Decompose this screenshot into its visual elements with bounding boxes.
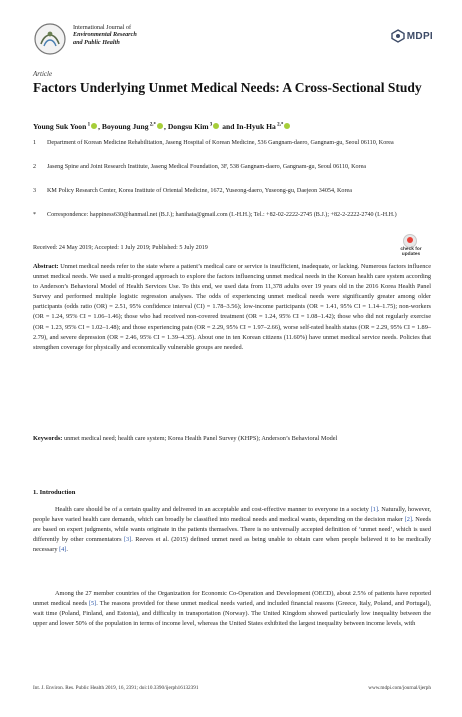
article-title: Factors Underlying Unmet Medical Needs: A Cross-Sectional Study: [33, 80, 422, 95]
author-affiliation-marker: 2,*: [275, 122, 284, 128]
author-name: Young Suk Yoon: [33, 122, 87, 131]
publication-dates: Received: 24 May 2019; Accepted: 1 July 2019; Published: 5 July 2019: [33, 245, 208, 251]
check-for-updates-badge[interactable]: [392, 234, 430, 256]
affiliation-number: 2: [33, 164, 37, 170]
affiliation-number: 1: [33, 140, 37, 146]
keywords-label: Keywords:: [33, 435, 63, 442]
author-list: Young Suk Yoon $^1$ , Boyoung Jung $^{2,*}$ , Dongsu Kim $^3$ and In-Hyuk Ha $^{2,*}$: [33, 122, 291, 131]
author-name: Dongsu Kim: [167, 122, 209, 131]
journal-logo: [33, 22, 67, 56]
journal-title: [73, 24, 137, 46]
introduction-paragraph-1: Health care should be of a certain quality and delivered in an acceptable and cost-effective manner to everyone in a society [1]. Naturally, however, people have varied health care demands, which can broadly be classified into medical needs and medical wants, depending on the decision maker [2]. Needs are based on expert judgments, while wants originate in the patients themselves. There is no universally accepted definition of ‘unmet need’, which is used differently by other commentators [3]. Reeves et al. (2015) defined unmet need as being unable to obtain care when people believed it to be medically necessary [4].: [33, 506, 432, 554]
orcid-icon[interactable]: [284, 123, 290, 129]
citation-link[interactable]: [5]: [88, 600, 97, 608]
author-affiliation-marker: 3: [208, 122, 213, 128]
affiliation-text: Jaseng Spine and Joint Research Institute, Jaseng Medical Foundation, 3F, 538 Gangnam-daero, Gangnam-gu, Seoul 06110, Korea: [47, 164, 366, 170]
journal-title-line3: and Public Health: [73, 38, 120, 46]
affiliation-text: Department of Korean Medicine Rehabilitation, Jaseng Hospital of Korean Medicine, 536 Gangnam-daero, Gangnam-gu, Seoul 06110, Korea: [47, 140, 394, 146]
article-type: Article: [33, 70, 53, 78]
author-name: Boyoung Jung: [101, 122, 149, 131]
orcid-icon[interactable]: [213, 123, 219, 129]
section-heading-introduction: 1. Introduction: [33, 489, 76, 496]
author-affiliation-marker: 2,*: [148, 122, 157, 128]
mdpi-logo: [391, 28, 433, 44]
publisher-name: MDPI: [406, 30, 433, 42]
journal-url[interactable]: www.mdpi.com/journal/ijerph: [368, 685, 431, 691]
affiliation-number: *: [33, 212, 37, 218]
journal-header: [33, 16, 433, 62]
journal-title-line1: International Journal of: [73, 24, 132, 31]
abstract-label: Abstract:: [33, 263, 59, 270]
citation-link[interactable]: [4]: [59, 546, 67, 554]
citation-link[interactable]: [3]: [123, 536, 132, 544]
citation-link[interactable]: [2]: [404, 516, 412, 524]
author-affiliation-marker: 1: [86, 122, 91, 128]
affiliation-text: KM Policy Research Center, Korea Institute of Oriental Medicine, 1672, Yuseong-daero, Yuseong-gu, Daejeon 34054, Korea: [47, 188, 352, 194]
author-name: In-Hyuk Ha: [236, 122, 276, 131]
affiliation-number: 3: [33, 188, 37, 194]
mdpi-mark-icon: [391, 29, 405, 43]
check-for-updates-label: check for updates: [400, 247, 422, 257]
orcid-icon[interactable]: [157, 123, 163, 129]
citation-footer: Int. J. Environ. Res. Public Health 2019, 16, 2391; doi:10.3390/ijerph16132391: [33, 685, 199, 691]
abstract-text: Unmet medical needs refer to the state where a patient’s medical care or service is insufficient, inadequate, or lacking. Numerous factors influence unmet medical needs. We used a multi-pronged approach to explore the factors influencing unmet medical needs in the Korean health care system according to Anderson’s Behavioral Model of Health Services Use. To this end, we used data from 11,378 adults over 19 years old in the 2016 Korea Health Panel Survey and performed multiple logistic regression analyses. The odds of experiencing unmet medical needs were significantly greater among older participants (odds ratio (OR) = 2.51, 95% confidence interval (CI) = 1.78–3.56); low-income participants (OR = 1.41, 95% CI = 1.14–1.75); non-workers (OR = 1.24, 95% CI = 1.06–1.46); those who had received non-covered treatment (OR = 1.24, 95% CI = 1.08–1.42); those who did not regularly exercise (OR = 1.23, 95% CI = 1.02–1.48); and those experiencing pain (OR = 2.29, 95% CI = 1.97–2.66), worse self-rated health status (OR = 2.29, 95% CI = 1.89–2.79), and severe depression (OR = 2.46, 95% CI = 1.39–4.35). About one in ten Korean citizens (11.60%) have unmet medical service needs. Policies that strengthen coverage for physically and economically vulnerable groups are needed.: [33, 263, 431, 351]
update-check-icon: [403, 234, 417, 248]
introduction-paragraph-2: Among the 27 member countries of the Organization for Economic Co-Operation and Development (OECD), about 2.5% of patients have reported unmet medical needs [5]. The reasons provided for these unmet medical needs varied, and included financial reasons (Greece, Italy, Poland, and Portugal), wait time (Poland, Finland, and Estonia), and difficulty in transportation (Norway). The United Kingdom showed particularly low inequality between the upper and lower 50% of the population in terms of income level, whereas the United States exhibited the largest inequality between income levels, with: [33, 590, 431, 628]
keywords-text: unmet medical need; health care system; Korea Health Panel Survey (KHPS); Anderson’s Behavioral Model: [63, 435, 338, 442]
orcid-icon[interactable]: [91, 123, 97, 129]
correspondence-text[interactable]: Correspondence: happiness630@hanmail.net (B.J.); hanihata@gmail.com (I.-H.H.); Tel.: +82-02-2222-2745 (B.J.); +82-2-2222-2740 (I.-H.H.): [47, 212, 397, 218]
journal-title-line2: Environmental Research: [73, 31, 137, 39]
keywords: [33, 434, 431, 444]
abstract: [33, 262, 431, 353]
citation-link[interactable]: [1]: [370, 506, 378, 513]
